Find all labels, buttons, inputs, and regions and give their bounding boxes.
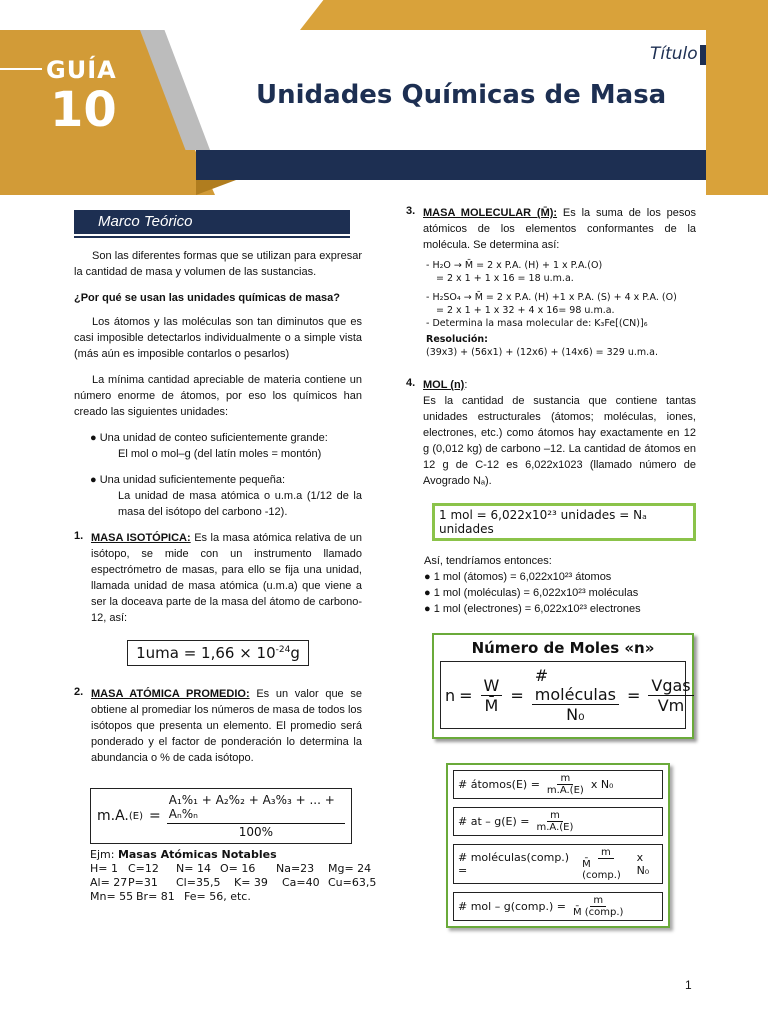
equation-atoms: # átomos(E) = $\frac{m}{m.A.(E)}$ x N₀ [453,770,663,799]
masses-row: H= 1 C=12 N= 14 O= 16 Na=23 Mg= 24 [90,862,372,875]
page-number: 1 [685,978,692,992]
guide-label: GUÍA [46,56,117,84]
term-average-atomic-mass: MASA ATÓMICA PROMEDIO: [91,688,250,700]
equation-molecules: # moléculas(comp.) = $\frac{m}{\text{M̄ (comp.)}}$ x N₀ [453,844,663,884]
moles-equations-box [446,763,670,928]
header-accent-top [300,0,768,30]
average-mass-formula: m.A. (E) = $\frac{\text{A₁\%₁ + A₂\%₂ + A₃\%₃ + ... + Aₙ\%ₙ}}{100\%}$ [90,788,352,844]
formula-numerator: A₁%₁ + A₂%₂ + A₃%₃ + ... + Aₙ%ₙ [167,793,345,824]
masses-row: Mn= 55 Br= 81 Fe= 56, etc. [90,890,251,903]
section-banner-label: Marco Teórico [98,213,193,230]
resolution-text: (39x3) + (56x1) + (12x6) + (14x6) = 329 u.m.a. [426,347,658,358]
bullet-large-unit: ● Una unidad de conteo suficientemente grande: [90,432,328,444]
titulo-tag: Título [650,44,698,64]
mol-text: Es la cantidad de sustancia que contiene tantas unidades estructurales (átomos; moléculas, iones, electrones, etc.) como átomos hay exactamente en 12 g (0,012 kg) de carbono –12. La cantidad de átomos en 12 g de C-12 es 6,022x1023 (llamado número de Avogrado Nₐ). [423,395,696,487]
guide-number: 10 [50,82,117,138]
mol-list-item: ● 1 mol (electrones) = 6,022x10²³ electrones [424,603,641,615]
mol-list-item: ● 1 mol (átomos) = 6,022x10²³ átomos [424,571,612,583]
notable-masses: Ejm: Masas Atómicas Notables H= 1 C=12 N= 14 O= 16 Na=23 Mg= 24 Al= 27 P=31 Cl=35,5 K= 39 Ca=40 Cu=63,5 Mn= 55 Br= 81 Fe= 56, etc. [90,848,377,903]
header-fold-triangle [196,180,236,195]
isotopic-mass-text: Es la masa atómica relativa de un isótopo, se mide con un instrumento llamado espectrómetro de masas, para ello se fija una unidad, llamada unidad de masa atómica (u.m.a) que viene a ser la doceava parte de la masa del átomo de carbono-12, así: [91,532,362,624]
term-isotopic-mass: MASA ISOTÓPICA: [91,532,191,544]
item-average-atomic-mass: 2. MASA ATÓMICA PROMEDIO: Es un valor que se obtiene al promediar los números de masa de todos los isótopos que presenta un elemento. El promedio será ponderado y el factor de ponderación lo determina la abundancia o % de cada isótopo. [74,686,362,764]
right-column [406,205,696,928]
mol-list-item: ● 1 mol (moléculas) = 6,022x10²³ moléculas [424,587,639,599]
resolution-label: Resolución: [426,334,488,345]
page-title: Unidades Químicas de Masa [256,80,667,110]
paragraph-units: La mínima cantidad apreciable de materia contiene un número enorme de átomos, por eso los químicos han creado las siguientes unidades: [74,374,362,418]
header-navy-bar [196,150,706,180]
number-of-moles-title: Número de Moles «n» [471,639,655,657]
avogadro-box: 1 mol = 6,022x10²³ unidades = Nₐ unidades [432,503,696,541]
item-molecular-mass: 3. MASA MOLECULAR (M̄): Es la suma de los pesos atómicos de los elementos conformantes de la molécula. Se determina así: [406,205,697,251]
intro-paragraph: Son las diferentes formas que se utilizan para expresar la cantidad de masa y volumen de las sustancias. [74,250,362,278]
masses-row: Al= 27 P=31 Cl=35,5 K= 39 Ca=40 Cu=63,5 [90,876,377,889]
header-accent-right [706,30,768,195]
equation-atom-grams: # at – g(E) = $\frac{m}{m.A.(E)}$ [453,807,663,836]
average-atomic-mass-text: Es un valor que se obtiene al promediar los números de masa de todos los isótopos que presenta un elemento. El promedio será ponderado y el factor de ponderación lo determina la abundancia o % de cada isótopo. [91,688,362,764]
number-of-moles-box [432,633,694,739]
question-heading: ¿Por qué se usan las unidades químicas de masa? [74,292,340,304]
equation-mol-grams: # mol – g(comp.) = $\frac{m}{\text{M̄ (comp.)}}$ [453,892,663,921]
bullet-small-unit-body: La unidad de masa atómica o u.m.a (1/12 de la masa del isótopo del carbono -12). [118,490,362,518]
molecular-mass-text: Es la suma de los pesos atómicos de los elementos conformantes de la molécula. Se determina así: [423,207,697,251]
left-column [74,210,377,904]
term-mol: MOL (n) [423,379,465,391]
item-mol: 4. MOL (n): Es la cantidad de sustancia que contiene tantas unidades estructurales (átomos; moléculas, iones, electrones, etc.) como átomos hay exactamente en 12 g (0,012 kg) de carbono –12. La cantidad de átomos en 12 g de C-12 es 6,022x1023 (llamado número de Avogrado Nₐ). [406,377,696,487]
header-rule [0,68,42,70]
notable-masses-title: Masas Atómicas Notables [117,848,277,861]
number-of-moles-equation: n = $\frac{W}{M̄}$ = $\frac{\text{\# moléculas}}{\text{N₀}}$ = $\frac{\text{Vgas}}{Vm}$ [440,661,686,729]
item-isotopic-mass: 1. MASA ISOTÓPICA: Es la masa atómica relativa de un isótopo, se mide con un instrumento llamado espectrómetro de masas, para ello se fija una unidad, llamada unidad de masa atómica (u.m.a) que viene a ser la doceava parte de la masa del átomo de carbono-12, así: [74,530,362,624]
bullet-small-unit: ● Una unidad suficientemente pequeña: [90,474,286,486]
formula-denominator: 100% [238,825,274,839]
bullet-large-unit-body: El mol o mol–g (del latín moles = montón) [118,448,322,460]
uma-formula-box: $1uma = 1,66 \times 10^{-24}g$ [127,640,309,666]
asi-text: Así, tendríamos entonces: [424,555,552,567]
paragraph-atoms: Los átomos y las moléculas son tan diminutos que es casi imposible detectarlos individualmente o a simple vista (más aún es imposible contarlos o pesarlos) [74,316,362,360]
section-banner [74,210,350,234]
term-molecular-mass: MASA MOLECULAR (M̄): [423,207,558,219]
titulo-bar [700,45,706,65]
molecular-mass-examples: - H₂O → M̄ = 2 x P.A. (H) + 1 x P.A.(O) = 2 x 1 + 1 x 16 = 18 u.m.a. - H₂SO₄ → M̄ = 2 x P.A. (H) +1 x P.A. (S) + 4 x P.A. (O) = 2 x 1 + 1 x 32 + 4 x 16= 98 u.m.a. - Determina la masa molecular de: K₃Fe[(CN)]₆ Resolución: (39x3) + (56x1) + (12x6) + (14x6) = 329 u.m.a. [426,259,696,359]
